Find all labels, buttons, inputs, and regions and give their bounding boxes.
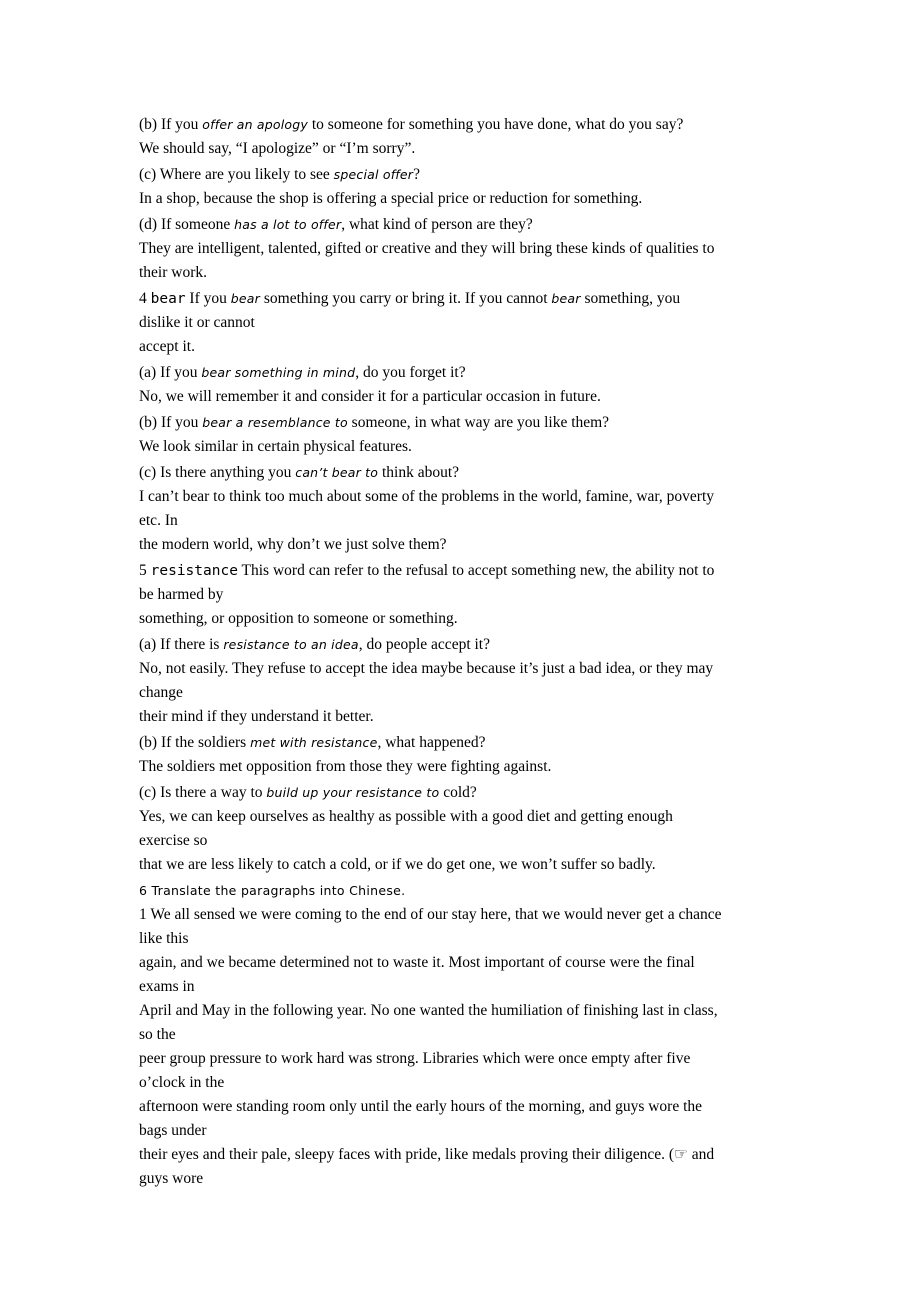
answer-resistance-c-line-3: that we are less likely to catch a cold, or if we do get one, we won’t suffer so badly.	[139, 856, 656, 873]
question-offer-d: (d) If someone has a lot to offer, what kind of person are they?	[139, 216, 533, 233]
term-offer-an-apology: offer an apology	[202, 117, 308, 132]
document-page	[139, 113, 787, 1191]
answer-resistance-c-line-2: exercise so	[139, 832, 208, 849]
translate-line: bags under	[139, 1122, 207, 1139]
question-bear-a: (a) If you bear something in mind, do you forget it?	[139, 364, 466, 381]
term-bear-a-resemblance-to: bear a resemblance to	[202, 415, 348, 430]
term-cant-bear-to: can’t bear to	[295, 465, 379, 480]
vocab-word-bear: bear	[150, 291, 186, 307]
answer-bear-c-line-3: the modern world, why don’t we just solve them?	[139, 536, 447, 553]
section-resistance-intro: 5 resistance This word can refer to the refusal to accept something new, the ability not to	[139, 562, 715, 579]
translate-line: o’clock in the	[139, 1074, 225, 1091]
answer-offer-b: We should say, “I apologize” or “I’m sorry”.	[139, 140, 416, 157]
translate-line: their eyes and their pale, sleepy faces with pride, like medals proving their diligence. (☞ and	[139, 1146, 715, 1163]
term-resistance-to-an-idea: resistance to an idea	[223, 637, 359, 652]
translate-line: exams in	[139, 978, 195, 995]
term-bear-something-in-mind: bear something in mind	[201, 365, 356, 380]
translate-line: peer group pressure to work hard was strong. Libraries which were once empty after five	[139, 1050, 691, 1067]
translate-line: like this	[139, 930, 189, 947]
translate-line: so the	[139, 1026, 176, 1043]
answer-offer-d-line-1: They are intelligent, talented, gifted or creative and they will bring these kinds of qualities to	[139, 240, 715, 257]
question-resistance-c: (c) Is there a way to build up your resistance to cold?	[139, 784, 477, 801]
answer-offer-c: In a shop, because the shop is offering a special price or reduction for something.	[139, 190, 643, 207]
translate-heading: 6 Translate the paragraphs into Chinese.	[139, 883, 406, 898]
translate-line: 1 We all sensed we were coming to the end of our stay here, that we would never get a chance	[139, 906, 722, 923]
section-resistance-intro-line-3: something, or opposition to someone or something.	[139, 610, 458, 627]
answer-resistance-b: The soldiers met opposition from those they were fighting against.	[139, 758, 552, 775]
answer-resistance-a-line-3: their mind if they understand it better.	[139, 708, 374, 725]
term-met-with-resistance: met with resistance	[250, 735, 378, 750]
section-bear-intro: 4 bear If you bear something you carry or bring it. If you cannot bear something, you	[139, 290, 681, 307]
answer-resistance-c-line-1: Yes, we can keep ourselves as healthy as possible with a good diet and getting enough	[139, 808, 673, 825]
question-offer-c: (c) Where are you likely to see special offer?	[139, 166, 421, 183]
question-resistance-b: (b) If the soldiers met with resistance, what happened?	[139, 734, 486, 751]
term-bear-1: bear	[230, 291, 260, 306]
answer-resistance-a-line-2: change	[139, 684, 183, 701]
translate-line: afternoon were standing room only until the early hours of the morning, and guys wore the	[139, 1098, 703, 1115]
answer-offer-d-line-2: their work.	[139, 264, 208, 281]
question-bear-c: (c) Is there anything you can’t bear to think about?	[139, 464, 460, 481]
term-bear-2: bear	[551, 291, 581, 306]
translate-line: April and May in the following year. No one wanted the humiliation of finishing last in class,	[139, 1002, 718, 1019]
term-special-offer: special offer	[333, 167, 414, 182]
vocab-word-resistance: resistance	[150, 563, 238, 579]
translate-line: guys wore	[139, 1170, 204, 1187]
answer-bear-b: We look similar in certain physical features.	[139, 438, 412, 455]
question-offer-b: (b) If you offer an apology to someone for something you have done, what do you say?	[139, 116, 684, 133]
answer-bear-a: No, we will remember it and consider it for a particular occasion in future.	[139, 388, 601, 405]
section-bear-intro-line-3: accept it.	[139, 338, 195, 355]
translate-line: again, and we became determined not to waste it. Most important of course were the final	[139, 954, 695, 971]
section-bear-intro-line-2: dislike it or cannot	[139, 314, 255, 331]
answer-bear-c-line-2: etc. In	[139, 512, 178, 529]
question-bear-b: (b) If you bear a resemblance to someone, in what way are you like them?	[139, 414, 610, 431]
question-resistance-a: (a) If there is resistance to an idea, do people accept it?	[139, 636, 490, 653]
answer-bear-c-line-1: I can’t bear to think too much about some of the problems in the world, famine, war, poverty	[139, 488, 715, 505]
term-build-up-your-resistance-to: build up your resistance to	[266, 785, 440, 800]
term-has-a-lot-to-offer: has a lot to offer	[234, 217, 342, 232]
section-resistance-intro-line-2: be harmed by	[139, 586, 224, 603]
answer-resistance-a-line-1: No, not easily. They refuse to accept the idea maybe because it’s just a bad idea, or they may	[139, 660, 714, 677]
